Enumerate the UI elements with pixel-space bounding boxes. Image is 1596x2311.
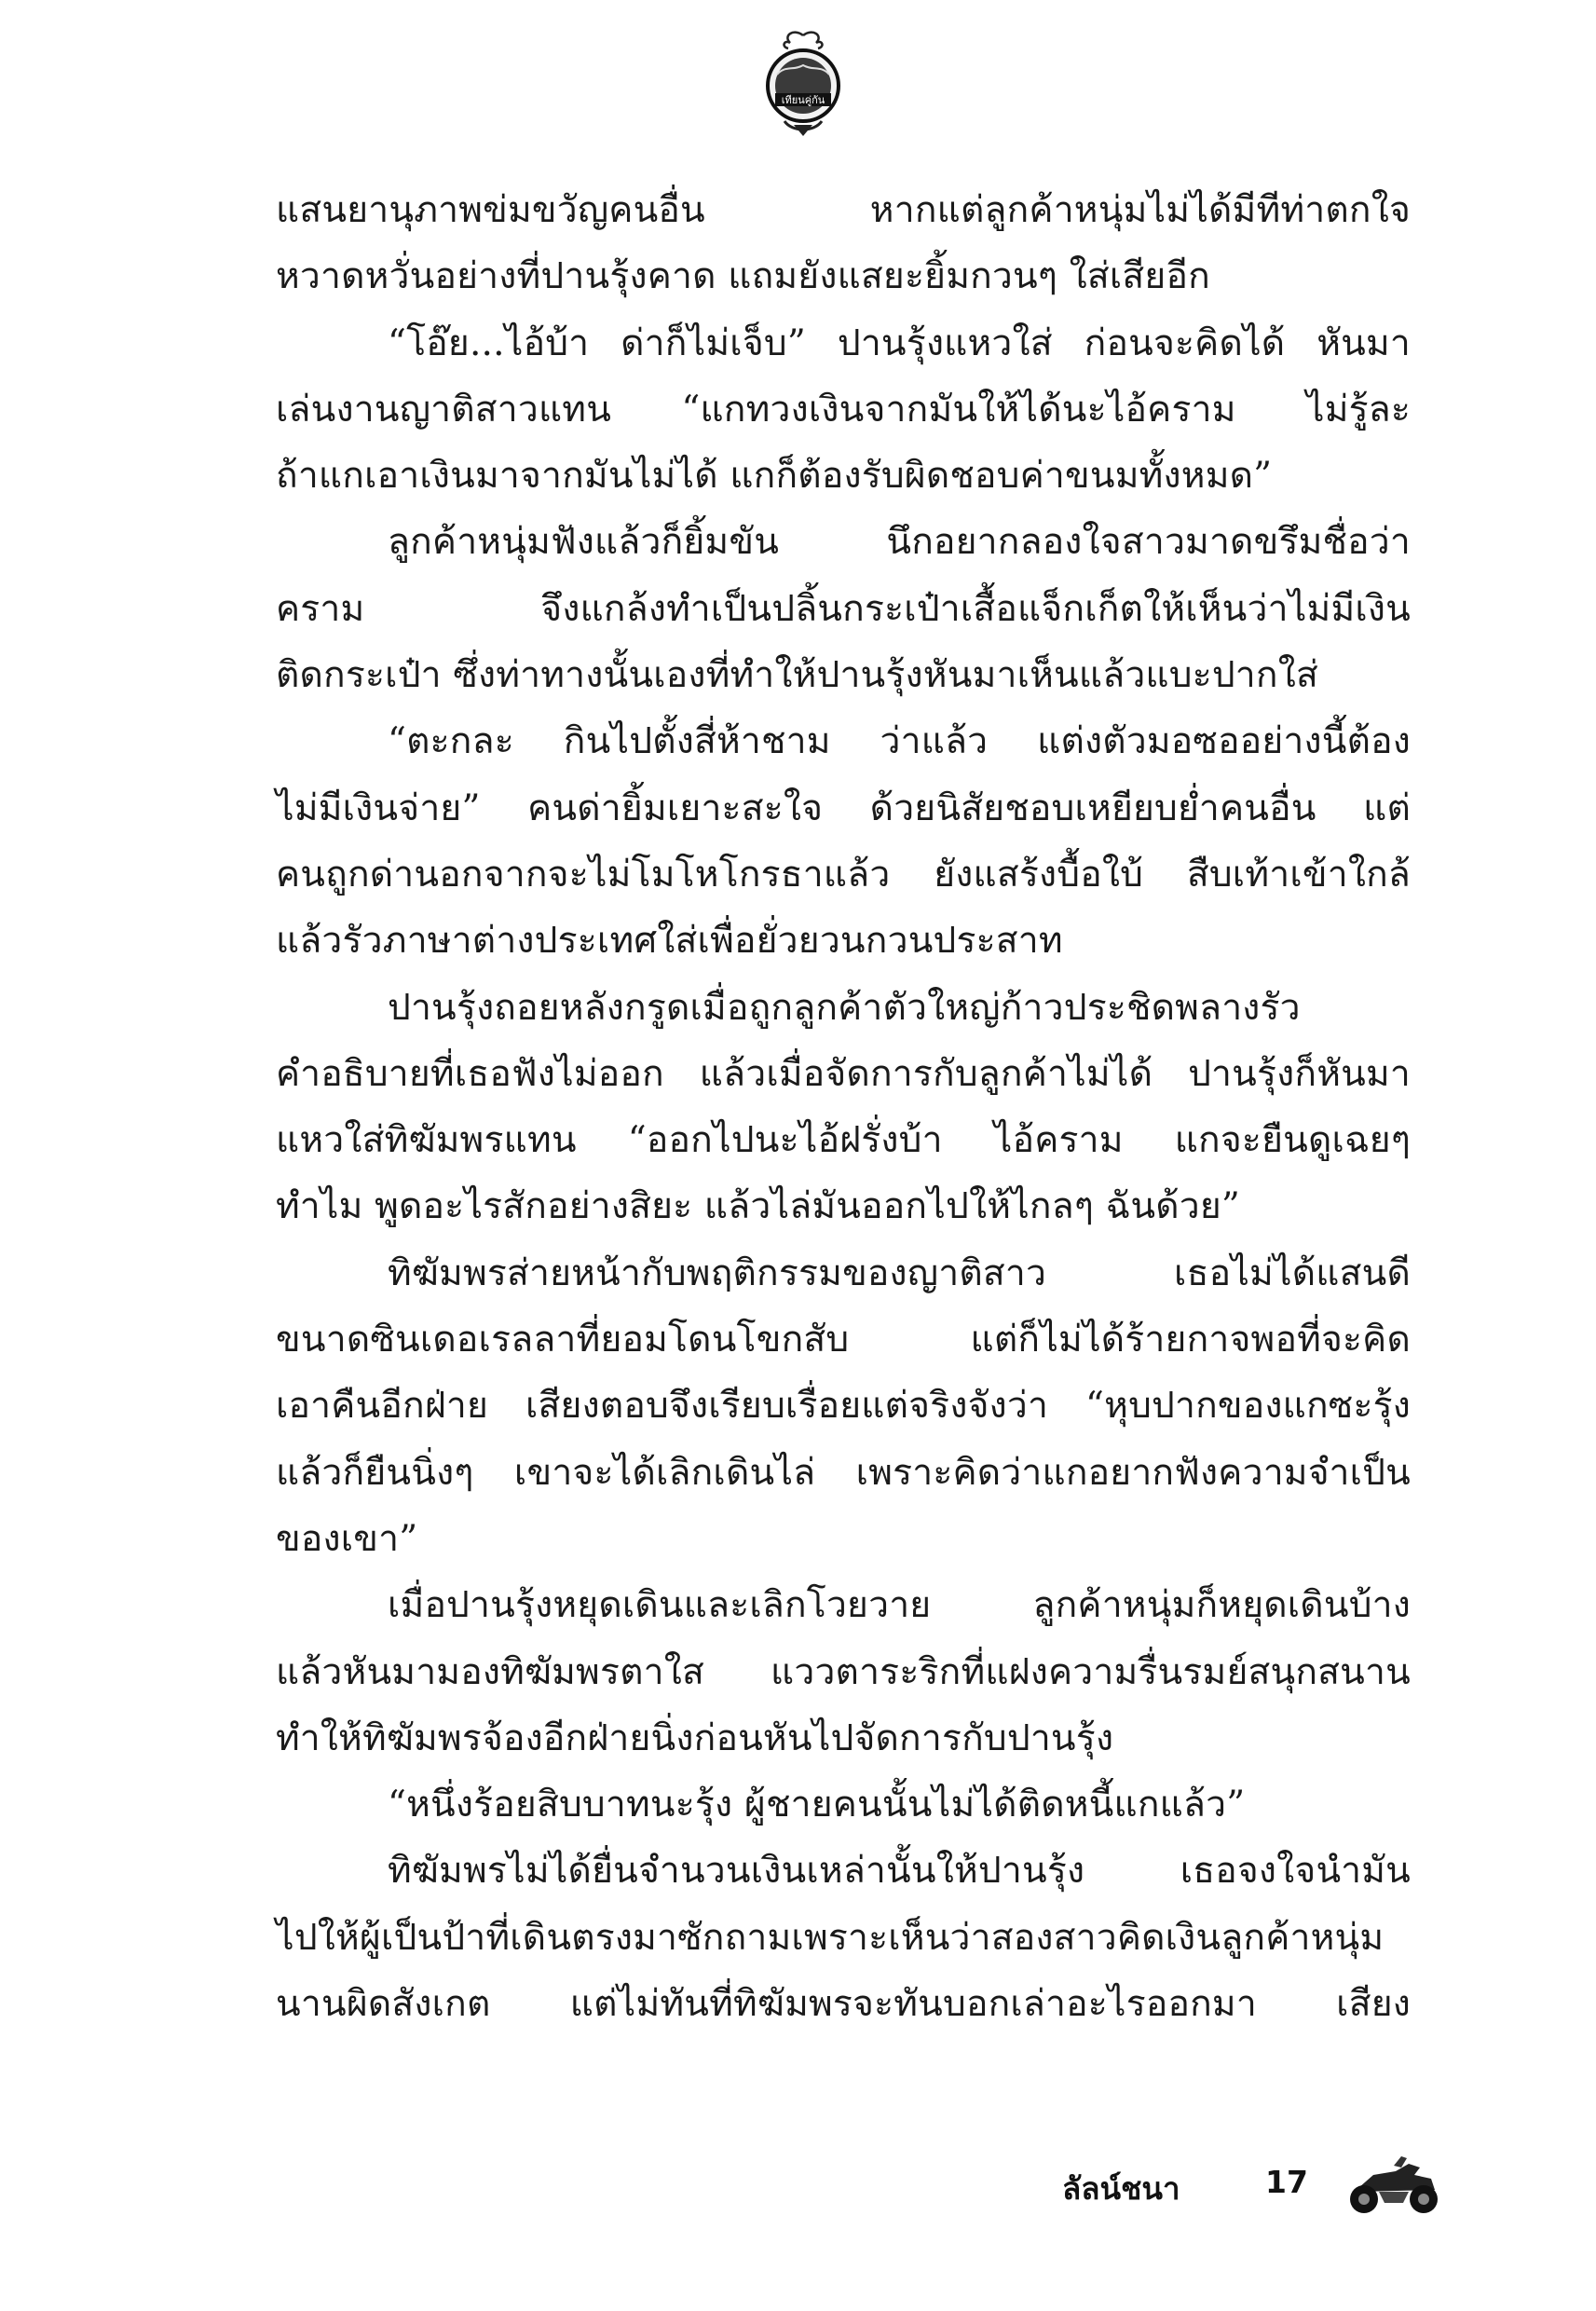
text-line: แล้วก็ยืนนิ่งๆ เขาจะได้เลิกเดินไล่ เพราะคิดว่าแกอยากฟังความจำเป็น [276,1451,1411,1494]
text-line: นานผิดสังเกต แต่ไม่ทันที่ทิฆัมพรจะทันบอกเล่าอะไรออกมา เสียง [276,1983,1411,2026]
body-text [276,177,1411,2037]
text-line: ลูกค้าหนุ่มฟังแล้วก็ยิ้มขัน นึกอยากลองใจสาวมาดขรึมชื่อว่า [388,521,1411,564]
text-line: แหวใส่ทิฆัมพรแทน “ออกไปนะไอ้ฝรั่งบ้า ไอ้คราม แกจะยืนดูเฉยๆ [276,1119,1411,1162]
text-line: ติดกระเป๋า ซึ่งท่าทางนั้นเองที่ทำให้ปานรุ้งหันมาเห็นแล้วแบะปากใส่ [276,654,1318,697]
text-line: คราม จึงแกล้งทำเป็นปลิ้นกระเป๋าเสื้อแจ็กเก็ตให้เห็นว่าไม่มีเงิน [276,587,1411,630]
text-line: แล้วหันมามองทิฆัมพรตาใส แววตาระริกที่แฝงความรื่นรมย์สนุกสนาน [276,1650,1411,1693]
text-line: ทำให้ทิฆัมพรจ้องอีกฝ่ายนิ่งก่อนหันไปจัดการกับปานรุ้ง [276,1716,1114,1759]
text-line: ของเขา” [276,1517,418,1560]
text-line: คนถูกด่านอกจากจะไม่โมโหโกรธาแล้ว ยังแสร้งบื้อใบ้ สืบเท้าเข้าใกล้ [276,853,1411,896]
text-line: หวาดหวั่นอย่างที่ปานรุ้งคาด แถมยังแสยะยิ้มกวนๆ ใส่เสียอีก [276,255,1210,298]
logo-text: เทียนคู่กัน [781,94,825,106]
text-line: ปานรุ้งถอยหลังกรูดเมื่อถูกลูกค้าตัวใหญ่ก้าวประชิดพลางรัว [388,986,1301,1029]
text-line: ถ้าแกเอาเงินมาจากมันไม่ได้ แกก็ต้องรับผิดชอบค่าขนมทั้งหมด” [276,455,1273,498]
text-line: แล้วรัวภาษาต่างประเทศใส่เพื่อยั่วยวนกวนประสาท [276,920,1063,963]
text-line: ขนาดซินเดอเรลลาที่ยอมโดนโขกสับ แต่ก็ไม่ได้ร้ายกาจพอที่จะคิด [276,1319,1411,1361]
text-line: แสนยานุภาพข่มขวัญคนอื่น หากแต่ลูกค้าหนุ่มไม่ได้มีทีท่าตกใจ [276,189,1411,231]
text-line: ทิฆัมพรไม่ได้ยื่นจำนวนเงินเหล่านั้นให้ปานรุ้ง เธอจงใจนำมัน [388,1850,1411,1893]
page-number: 17 [1265,2164,1308,2200]
text-line: “โอ๊ย...ไอ้บ้า ด่าก็ไม่เจ็บ” ปานรุ้งแหวใส่ ก่อนจะคิดได้ หันมา [388,321,1411,364]
text-line: ไม่มีเงินจ่าย” คนด่ายิ้มเยาะสะใจ ด้วยนิสัยชอบเหยียบย่ำคนอื่น แต่ [276,786,1411,829]
text-line: คำอธิบายที่เธอฟังไม่ออก แล้วเมื่อจัดการกับลูกค้าไม่ได้ ปานรุ้งก็หันมา [276,1052,1411,1095]
book-title: ลัลน์ชนา [1062,2170,1180,2207]
ornamental-emblem-icon [757,28,850,140]
text-line: “ตะกละ กินไปตั้งสี่ห้าชาม ว่าแล้ว แต่งตัวมอซออย่างนี้ต้อง [388,720,1411,763]
atv-quad-bike-icon [1342,2151,1446,2218]
page-footer [1062,2151,1453,2218]
text-line: เล่นงานญาติสาวแทน “แกทวงเงินจากมันให้ได้นะไอ้คราม ไม่รู้ละ [276,388,1411,431]
text-line: เอาคืนอีกฝ่าย เสียงตอบจึงเรียบเรื่อยแต่จริงจังว่า “หุบปากของแกซะรุ้ง [276,1385,1411,1428]
text-line: “หนึ่งร้อยสิบบาทนะรุ้ง ผู้ชายคนนั้นไม่ได้ติดหนี้แกแล้ว” [388,1784,1246,1826]
text-line: เมื่อปานรุ้งหยุดเดินและเลิกโวยวาย ลูกค้าหนุ่มก็หยุดเดินบ้าง [388,1584,1411,1627]
text-line: ทำไม พูดอะไรสักอย่างสิยะ แล้วไล่มันออกไปให้ไกลๆ ฉันด้วย” [276,1185,1241,1228]
text-line: ทิฆัมพรส่ายหน้ากับพฤติกรรมของญาติสาว เธอไม่ได้แสนดี [388,1251,1411,1294]
text-line: ไปให้ผู้เป็นป้าที่เดินตรงมาซักถามเพราะเห็นว่าสองสาวคิดเงินลูกค้าหนุ่ม [276,1916,1385,1959]
